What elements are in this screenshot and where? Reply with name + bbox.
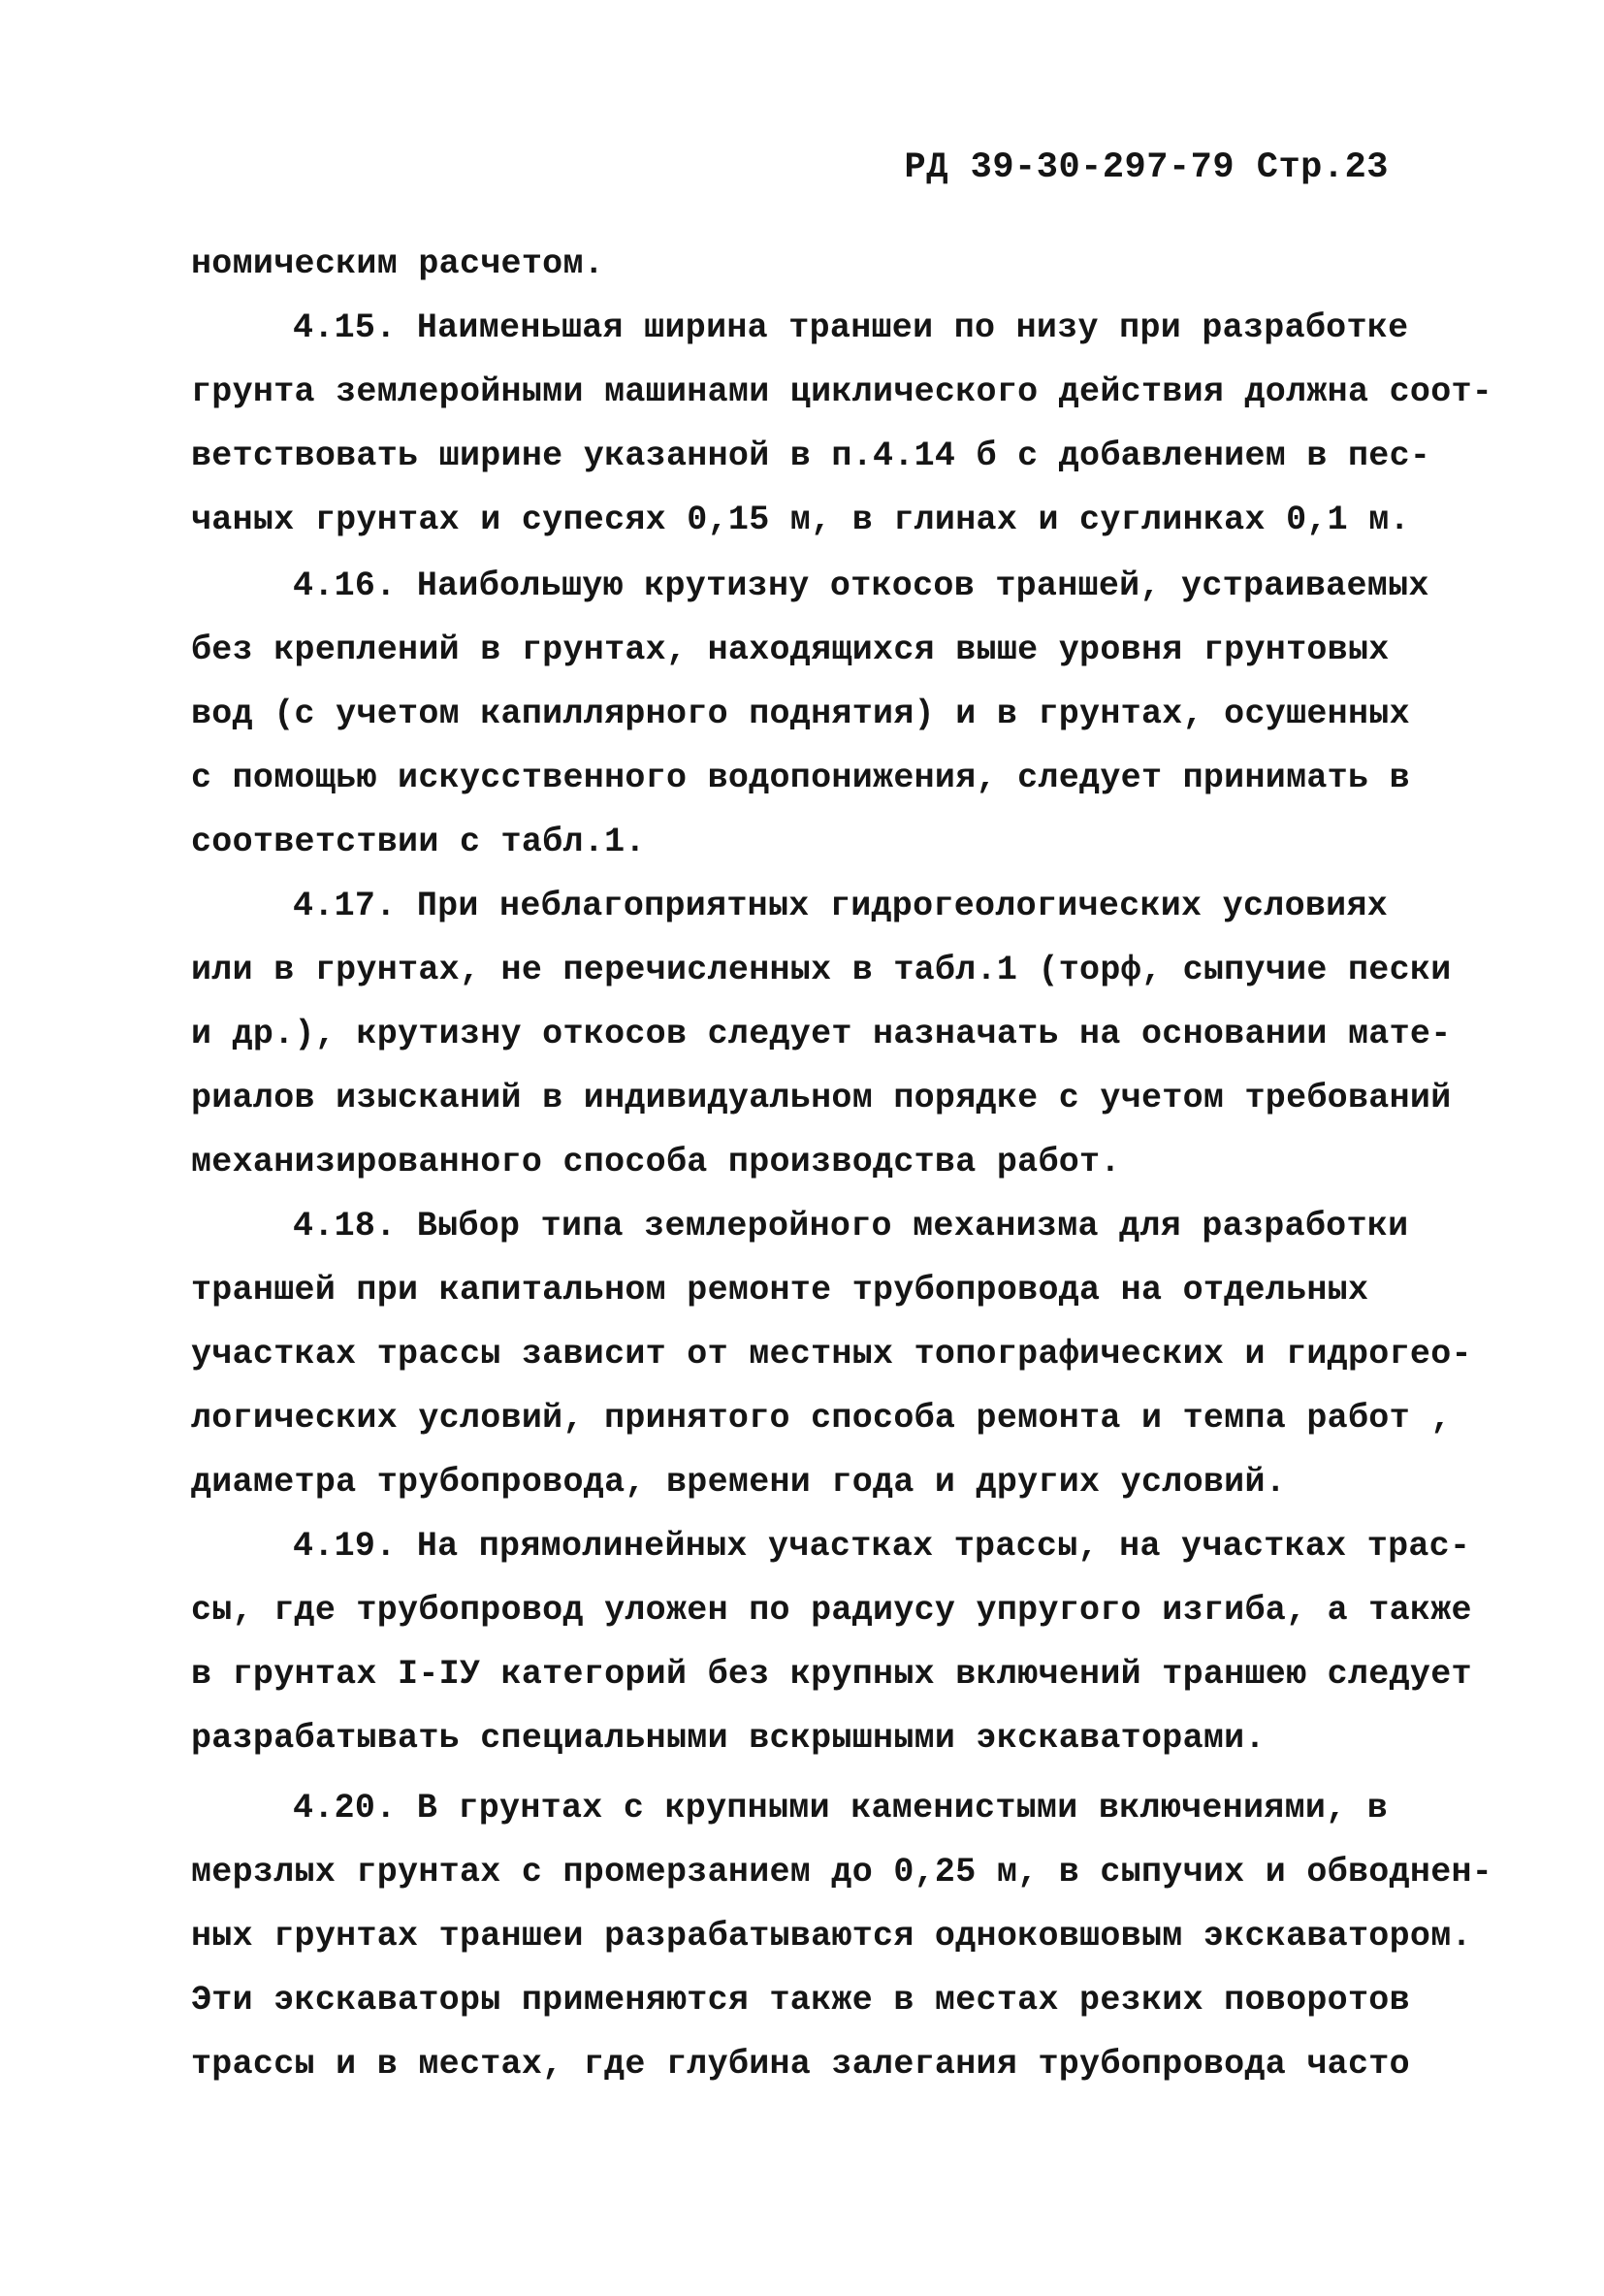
- paragraph-4-17-start: 4.17. При неблагоприятных гидрогеологических условиях: [293, 887, 1389, 925]
- paragraph-4-20-start: 4.20. В грунтах с крупными каменистыми включениями, в: [293, 1789, 1389, 1827]
- text-line: диаметра трубопровода, времени года и других условий.: [191, 1463, 1287, 1502]
- text-line: номическим расчетом.: [191, 244, 605, 283]
- text-line: ветствовать ширине указанной в п.4.14 б с добавлением в пес-: [191, 437, 1431, 475]
- text-line: вод (с учетом капиллярного поднятия) и в грунтах, осушенных: [191, 695, 1410, 733]
- paragraph-4-15-start: 4.15. Наименьшая ширина траншеи по низу при разработке: [293, 308, 1409, 347]
- text-line: в грунтах I-IУ категорий без крупных включений траншею следует: [191, 1655, 1472, 1694]
- text-line: траншей при капитальном ремонте трубопровода на отдельных: [191, 1271, 1369, 1310]
- text-line: Эти экскаваторы применяются также в местах резких поворотов: [191, 1981, 1410, 2020]
- text-line: без креплений в грунтах, находящихся выше уровня грунтовых: [191, 631, 1390, 669]
- page-header: РД 39-30-297-79 Стр.23: [904, 147, 1389, 188]
- text-line: мерзлых грунтах с промерзанием до 0,25 м, в сыпучих и обводнен-: [191, 1853, 1493, 1892]
- text-line: разрабатывать специальными вскрышными экскаваторами.: [191, 1719, 1266, 1758]
- text-line: трассы и в местах, где глубина залегания трубопровода часто: [191, 2045, 1410, 2084]
- text-line: или в грунтах, не перечисленных в табл.1 (торф, сыпучие пески: [191, 951, 1452, 989]
- text-line: грунта землеройными машинами циклического действия должна соот-: [191, 372, 1493, 411]
- paragraph-4-16-start: 4.16. Наибольшую крутизну откосов траншей, устраиваемых: [293, 566, 1429, 605]
- text-line: и др.), крутизну откосов следует назначать на основании мате-: [191, 1015, 1452, 1053]
- paragraph-4-18-start: 4.18. Выбор типа землеройного механизма для разработки: [293, 1207, 1409, 1245]
- text-line: участках трассы зависит от местных топографических и гидрогео-: [191, 1335, 1472, 1374]
- text-line: соответствии с табл.1.: [191, 823, 646, 861]
- text-line: сы, где трубопровод уложен по радиусу упругого изгиба, а также: [191, 1591, 1472, 1630]
- text-line: чаных грунтах и супесях 0,15 м, в глинах и суглинках 0,1 м.: [191, 501, 1410, 539]
- text-line: ных грунтах траншеи разрабатываются одноковшовым экскаватором.: [191, 1917, 1472, 1956]
- text-line: механизированного способа производства работ.: [191, 1143, 1121, 1181]
- text-line: риалов изысканий в индивидуальном порядке с учетом требований: [191, 1079, 1452, 1117]
- paragraph-4-19-start: 4.19. На прямолинейных участках трассы, на участках трас-: [293, 1527, 1471, 1566]
- text-line: с помощью искусственного водопонижения, следует принимать в: [191, 759, 1410, 797]
- text-line: логических условий, принятого способа ремонта и темпа работ ,: [191, 1399, 1452, 1438]
